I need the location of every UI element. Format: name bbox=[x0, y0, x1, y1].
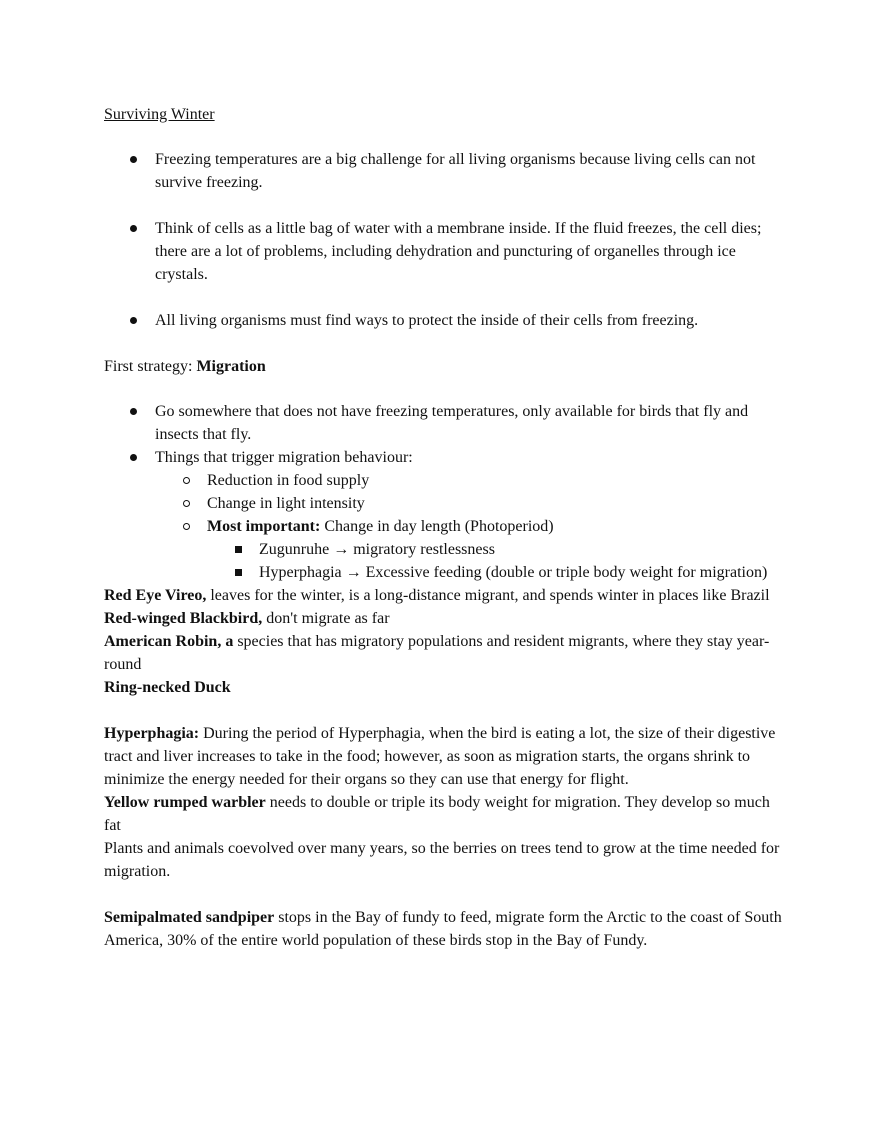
list-item: Change in light intensity bbox=[104, 492, 784, 515]
trigger-main-text: Change in day length (Photoperiod) bbox=[320, 518, 554, 535]
list-item: Freezing temperatures are a big challenge for all living organisms because living cells can not survive freezing. bbox=[104, 148, 784, 194]
bird-text: don't migrate as far bbox=[262, 610, 390, 627]
bird-paragraph bbox=[104, 584, 784, 607]
coevolved-paragraph: Plants and animals coevolved over many years, so the berries on trees tend to grow at the time needed for migration. bbox=[104, 840, 780, 880]
hyperphagia-paragraph bbox=[104, 722, 784, 791]
bird-text: leaves for the winter, is a long-distance migrant, and spends winter in places like Brazil bbox=[206, 587, 770, 604]
intro-bullet-list bbox=[104, 148, 784, 332]
warbler-label: Yellow rumped warbler bbox=[104, 794, 266, 811]
bird-paragraph bbox=[104, 676, 784, 699]
sandpiper-label: Semipalmated sandpiper bbox=[104, 909, 275, 926]
document-page bbox=[104, 103, 784, 952]
sandpiper-paragraph bbox=[104, 906, 784, 952]
list-item: Reduction in food supply bbox=[104, 469, 784, 492]
strategy-prefix: First strategy: bbox=[104, 358, 197, 375]
trigger-list bbox=[155, 469, 784, 584]
warbler-text: needs to double or triple its body weight for migration. They develop so much fat bbox=[104, 794, 770, 834]
list-item: Go somewhere that does not have freezing temperatures, only available for birds that fly and insects that fly. bbox=[104, 400, 784, 446]
migration-bullet-list bbox=[104, 400, 784, 584]
strategy-name: Migration bbox=[196, 358, 266, 375]
trigger-main-label: Most important: bbox=[207, 518, 321, 535]
warbler-paragraph bbox=[104, 791, 784, 837]
list-item-text: Things that trigger migration behaviour: bbox=[155, 449, 413, 466]
sub-trigger-list bbox=[207, 538, 784, 584]
bird-paragraph bbox=[104, 607, 784, 630]
spacer bbox=[104, 883, 784, 906]
bird-name: Ring-necked Duck bbox=[104, 679, 231, 696]
list-item bbox=[104, 515, 784, 584]
bird-text: species that has migratory populations and resident migrants, where they stay year-round bbox=[104, 633, 770, 673]
page-title: Surviving Winter bbox=[104, 106, 215, 123]
list-item: All living organisms must find ways to protect the inside of their cells from freezing. bbox=[104, 309, 784, 332]
list-item bbox=[104, 446, 784, 584]
list-item: Zugunruhe → migratory restlessness bbox=[104, 538, 784, 561]
strategy-heading bbox=[104, 355, 784, 378]
bird-name: Red-winged Blackbird, bbox=[104, 610, 263, 627]
bird-name: Red Eye Vireo, bbox=[104, 587, 207, 604]
bird-name: American Robin, a bbox=[104, 633, 234, 650]
hyperphagia-label: Hyperphagia: bbox=[104, 725, 200, 742]
hyperphagia-text: During the period of Hyperphagia, when the bird is eating a lot, the size of their digestive tract and liver increases to take in the food; however, as soon as migration starts, the organs shrink to minimize the energy needed for their organs so they can use that energy for flight. bbox=[104, 725, 776, 788]
list-item: Hyperphagia → Excessive feeding (double or triple body weight for migration) bbox=[104, 561, 784, 584]
sandpiper-text: stops in the Bay of fundy to feed, migrate form the Arctic to the coast of South America, 30% of the entire world population of these birds stop in the Bay of Fundy. bbox=[104, 909, 782, 949]
spacer bbox=[104, 699, 784, 722]
list-item: Think of cells as a little bag of water with a membrane inside. If the fluid freezes, the cell dies; there are a lot of problems, including dehydration and puncturing of organelles through ice crystals. bbox=[104, 217, 784, 286]
bird-paragraph bbox=[104, 630, 784, 676]
